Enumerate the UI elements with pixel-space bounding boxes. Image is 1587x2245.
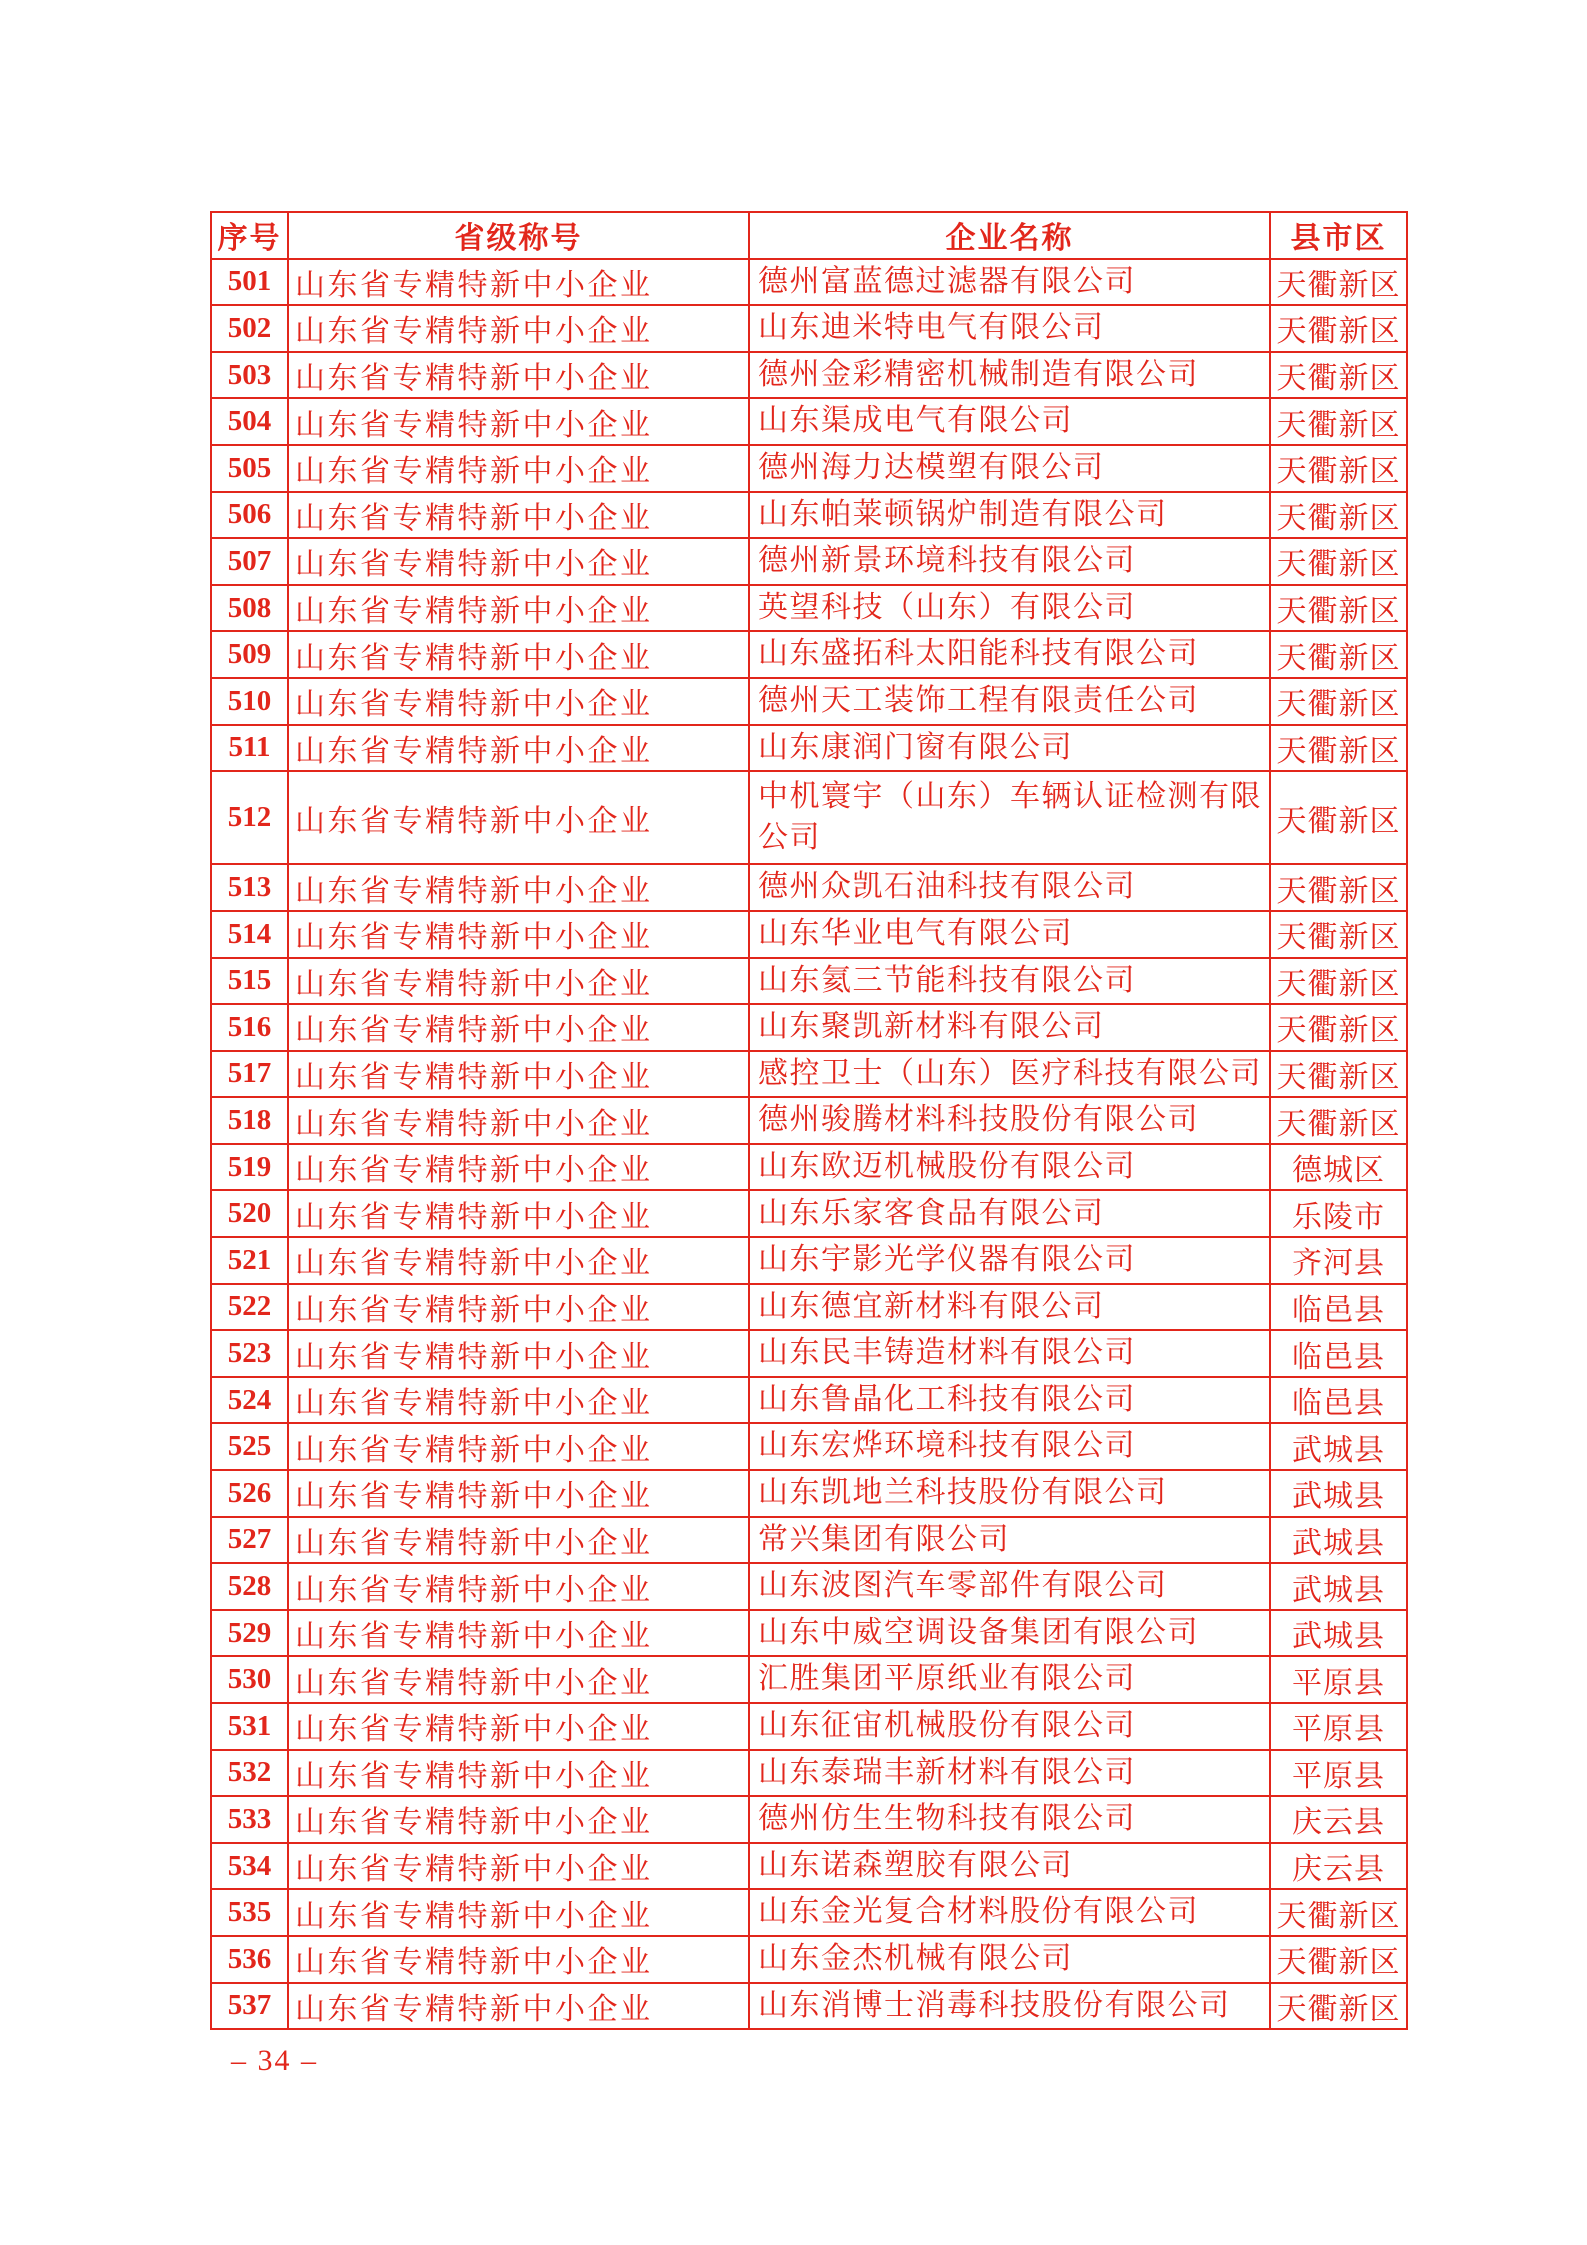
row-index: 510 [211,678,288,725]
row-company-name: 英望科技（山东）有限公司 [749,585,1270,632]
row-district: 武城县 [1270,1563,1407,1610]
row-district: 天衢新区 [1270,538,1407,585]
row-district: 天衢新区 [1270,1889,1407,1936]
row-index: 529 [211,1610,288,1657]
row-provincial-title: 山东省专精特新中小企业 [288,1284,749,1331]
row-provincial-title: 山东省专精特新中小企业 [288,1097,749,1144]
row-provincial-title: 山东省专精特新中小企业 [288,1190,749,1237]
row-index: 517 [211,1051,288,1098]
row-index: 519 [211,1144,288,1191]
row-company-name: 山东征宙机械股份有限公司 [749,1703,1270,1750]
row-index: 514 [211,911,288,958]
row-index: 537 [211,1983,288,2030]
table-row [211,1610,1407,1657]
row-provincial-title: 山东省专精特新中小企业 [288,1843,749,1890]
row-company-name: 山东迪米特电气有限公司 [749,305,1270,352]
row-district: 天衢新区 [1270,958,1407,1005]
table-row [211,1796,1407,1843]
row-district: 平原县 [1270,1750,1407,1797]
row-district: 天衢新区 [1270,1051,1407,1098]
row-provincial-title: 山东省专精特新中小企业 [288,1517,749,1564]
row-index: 509 [211,631,288,678]
row-provincial-title: 山东省专精特新中小企业 [288,398,749,445]
table-row [211,585,1407,632]
table-row [211,1051,1407,1098]
table-row [211,1983,1407,2030]
table-row [211,1423,1407,1470]
row-provincial-title: 山东省专精特新中小企业 [288,352,749,399]
row-company-name: 山东凯地兰科技股份有限公司 [749,1470,1270,1517]
row-index: 505 [211,445,288,492]
row-index: 518 [211,1097,288,1144]
table-row [211,1330,1407,1377]
row-company-name: 山东氦三节能科技有限公司 [749,958,1270,1005]
row-provincial-title: 山东省专精特新中小企业 [288,1237,749,1284]
row-company-name: 山东民丰铸造材料有限公司 [749,1330,1270,1377]
row-provincial-title: 山东省专精特新中小企业 [288,1796,749,1843]
row-company-name: 山东波图汽车零部件有限公司 [749,1563,1270,1610]
row-district: 天衢新区 [1270,1936,1407,1983]
row-district: 天衢新区 [1270,911,1407,958]
row-company-name: 山东康润门窗有限公司 [749,725,1270,772]
row-company-name: 山东盛拓科太阳能科技有限公司 [749,631,1270,678]
row-index: 506 [211,492,288,539]
row-company-name: 山东乐家客食品有限公司 [749,1190,1270,1237]
row-district: 天衢新区 [1270,398,1407,445]
row-district: 临邑县 [1270,1377,1407,1424]
row-index: 522 [211,1284,288,1331]
row-company-name: 山东中威空调设备集团有限公司 [749,1610,1270,1657]
table-row [211,1377,1407,1424]
row-index: 511 [211,725,288,772]
table-row [211,1843,1407,1890]
table-row [211,538,1407,585]
row-index: 508 [211,585,288,632]
row-provincial-title: 山东省专精特新中小企业 [288,1656,749,1703]
row-district: 武城县 [1270,1423,1407,1470]
row-provincial-title: 山东省专精特新中小企业 [288,1004,749,1051]
header-provincial-title: 省级称号 [288,212,749,259]
row-provincial-title: 山东省专精特新中小企业 [288,259,749,306]
row-company-name: 山东泰瑞丰新材料有限公司 [749,1750,1270,1797]
table-row [211,725,1407,772]
row-district: 天衢新区 [1270,864,1407,911]
row-district: 齐河县 [1270,1237,1407,1284]
table-row [211,771,1407,864]
table-row [211,1470,1407,1517]
table-row [211,1517,1407,1564]
row-provincial-title: 山东省专精特新中小企业 [288,1144,749,1191]
table-row [211,958,1407,1005]
row-index: 507 [211,538,288,585]
row-index: 501 [211,259,288,306]
table-row [211,678,1407,725]
row-company-name: 山东鲁晶化工科技有限公司 [749,1377,1270,1424]
row-provincial-title: 山东省专精特新中小企业 [288,678,749,725]
row-index: 531 [211,1703,288,1750]
table-row [211,864,1407,911]
row-provincial-title: 山东省专精特新中小企业 [288,958,749,1005]
row-district: 天衢新区 [1270,492,1407,539]
row-provincial-title: 山东省专精特新中小企业 [288,1470,749,1517]
table-header-row [211,212,1407,259]
table-row [211,911,1407,958]
page-number: – 34 – [231,2044,318,2077]
row-district: 天衢新区 [1270,585,1407,632]
row-district: 武城县 [1270,1517,1407,1564]
row-district: 天衢新区 [1270,725,1407,772]
row-provincial-title: 山东省专精特新中小企业 [288,1423,749,1470]
row-company-name: 德州仿生生物科技有限公司 [749,1796,1270,1843]
row-provincial-title: 山东省专精特新中小企业 [288,911,749,958]
row-company-name: 山东渠成电气有限公司 [749,398,1270,445]
row-company-name: 德州骏腾材料科技股份有限公司 [749,1097,1270,1144]
row-district: 平原县 [1270,1703,1407,1750]
table-row [211,305,1407,352]
row-provincial-title: 山东省专精特新中小企业 [288,631,749,678]
row-district: 庆云县 [1270,1796,1407,1843]
row-provincial-title: 山东省专精特新中小企业 [288,725,749,772]
row-index: 526 [211,1470,288,1517]
row-provincial-title: 山东省专精特新中小企业 [288,1377,749,1424]
row-company-name: 感控卫士（山东）医疗科技有限公司 [749,1051,1270,1098]
row-district: 武城县 [1270,1610,1407,1657]
row-district: 天衢新区 [1270,305,1407,352]
row-district: 天衢新区 [1270,1004,1407,1051]
row-company-name: 山东聚凯新材料有限公司 [749,1004,1270,1051]
row-provincial-title: 山东省专精特新中小企业 [288,1703,749,1750]
row-company-name: 山东帕莱顿锅炉制造有限公司 [749,492,1270,539]
row-district: 平原县 [1270,1656,1407,1703]
row-provincial-title: 山东省专精特新中小企业 [288,585,749,632]
table-row [211,352,1407,399]
row-index: 528 [211,1563,288,1610]
table-row [211,1936,1407,1983]
row-provincial-title: 山东省专精特新中小企业 [288,538,749,585]
row-index: 503 [211,352,288,399]
row-index: 524 [211,1377,288,1424]
row-provincial-title: 山东省专精特新中小企业 [288,1983,749,2030]
row-provincial-title: 山东省专精特新中小企业 [288,1610,749,1657]
row-company-name: 德州海力达模塑有限公司 [749,445,1270,492]
row-index: 520 [211,1190,288,1237]
row-district: 天衢新区 [1270,352,1407,399]
row-index: 535 [211,1889,288,1936]
row-index: 504 [211,398,288,445]
row-district: 德城区 [1270,1144,1407,1191]
table-row [211,445,1407,492]
enterprise-list-table [210,211,1408,2030]
row-company-name: 山东消博士消毒科技股份有限公司 [749,1983,1270,2030]
table-row [211,398,1407,445]
table-row [211,1097,1407,1144]
table-row [211,1750,1407,1797]
table-row [211,1656,1407,1703]
table-row [211,631,1407,678]
table-row [211,492,1407,539]
row-index: 530 [211,1656,288,1703]
row-company-name: 中机寰宇（山东）车辆认证检测有限公司 [749,771,1270,864]
row-provincial-title: 山东省专精特新中小企业 [288,864,749,911]
row-index: 515 [211,958,288,1005]
row-index: 536 [211,1936,288,1983]
row-district: 天衢新区 [1270,631,1407,678]
row-index: 521 [211,1237,288,1284]
row-district: 乐陵市 [1270,1190,1407,1237]
row-index: 533 [211,1796,288,1843]
table-row [211,1889,1407,1936]
row-company-name: 德州众凯石油科技有限公司 [749,864,1270,911]
row-provincial-title: 山东省专精特新中小企业 [288,1330,749,1377]
row-company-name: 德州金彩精密机械制造有限公司 [749,352,1270,399]
row-company-name: 德州新景环境科技有限公司 [749,538,1270,585]
table-row [211,1237,1407,1284]
row-district: 天衢新区 [1270,1983,1407,2030]
row-index: 534 [211,1843,288,1890]
row-company-name: 山东宏烨环境科技有限公司 [749,1423,1270,1470]
table-row [211,1703,1407,1750]
table-row [211,259,1407,306]
row-provincial-title: 山东省专精特新中小企业 [288,305,749,352]
row-company-name: 德州富蓝德过滤器有限公司 [749,259,1270,306]
row-provincial-title: 山东省专精特新中小企业 [288,1563,749,1610]
row-index: 516 [211,1004,288,1051]
row-company-name: 山东金杰机械有限公司 [749,1936,1270,1983]
row-provincial-title: 山东省专精特新中小企业 [288,1936,749,1983]
row-provincial-title: 山东省专精特新中小企业 [288,1889,749,1936]
row-company-name: 山东德宜新材料有限公司 [749,1284,1270,1331]
row-provincial-title: 山东省专精特新中小企业 [288,771,749,864]
row-index: 502 [211,305,288,352]
row-district: 天衢新区 [1270,771,1407,864]
row-index: 525 [211,1423,288,1470]
row-company-name: 山东欧迈机械股份有限公司 [749,1144,1270,1191]
row-district: 临邑县 [1270,1284,1407,1331]
table-row [211,1563,1407,1610]
header-company-name: 企业名称 [749,212,1270,259]
row-provincial-title: 山东省专精特新中小企业 [288,1051,749,1098]
row-index: 532 [211,1750,288,1797]
row-company-name: 山东诺森塑胶有限公司 [749,1843,1270,1890]
row-index: 513 [211,864,288,911]
row-index: 523 [211,1330,288,1377]
row-district: 天衢新区 [1270,259,1407,306]
header-district: 县市区 [1270,212,1407,259]
row-company-name: 山东华业电气有限公司 [749,911,1270,958]
row-company-name: 德州天工装饰工程有限责任公司 [749,678,1270,725]
row-district: 天衢新区 [1270,678,1407,725]
header-index: 序号 [211,212,288,259]
row-company-name: 常兴集团有限公司 [749,1517,1270,1564]
table-row [211,1190,1407,1237]
row-district: 天衢新区 [1270,445,1407,492]
table-row [211,1284,1407,1331]
row-district: 临邑县 [1270,1330,1407,1377]
row-district: 武城县 [1270,1470,1407,1517]
row-provincial-title: 山东省专精特新中小企业 [288,445,749,492]
table-row [211,1004,1407,1051]
row-company-name: 山东金光复合材料股份有限公司 [749,1889,1270,1936]
row-district: 庆云县 [1270,1843,1407,1890]
row-company-name: 山东宇影光学仪器有限公司 [749,1237,1270,1284]
row-provincial-title: 山东省专精特新中小企业 [288,1750,749,1797]
row-index: 512 [211,771,288,864]
row-company-name: 汇胜集团平原纸业有限公司 [749,1656,1270,1703]
row-district: 天衢新区 [1270,1097,1407,1144]
table-row [211,1144,1407,1191]
row-provincial-title: 山东省专精特新中小企业 [288,492,749,539]
row-index: 527 [211,1517,288,1564]
